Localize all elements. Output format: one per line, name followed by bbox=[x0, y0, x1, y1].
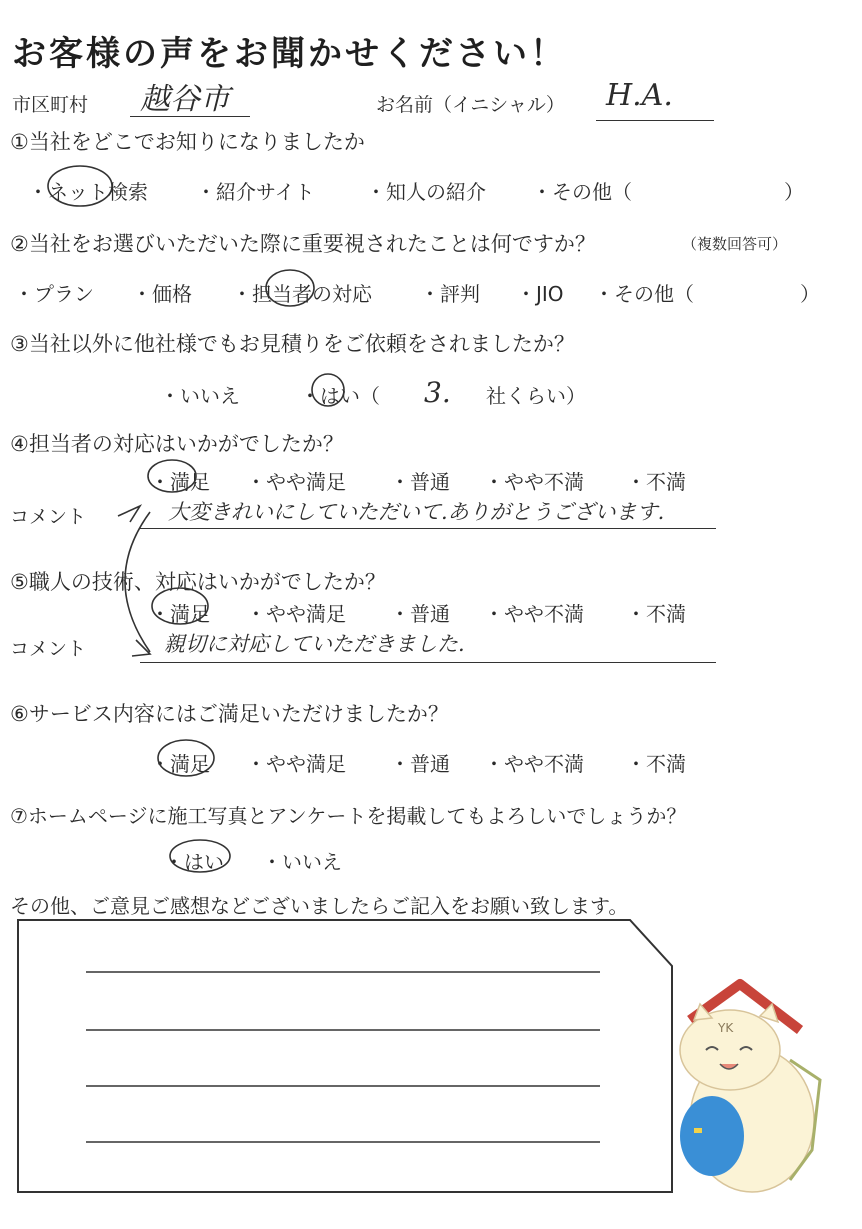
q4-selection-circle bbox=[148, 460, 196, 492]
q2-note: （複数回答可） bbox=[682, 235, 788, 253]
q7-option-yes[interactable]: ・はい bbox=[164, 850, 224, 874]
q6-option-satisfied[interactable]: ・満足 bbox=[150, 752, 210, 776]
q5-option-satisfied[interactable]: ・満足 bbox=[150, 602, 210, 626]
q5-option-somewhat-satisfied[interactable]: ・やや満足 bbox=[246, 602, 346, 626]
q1-option-net-search[interactable]: ・ネット検索 bbox=[28, 180, 148, 204]
q1-question: ①当社をどこでお知りになりましたか bbox=[10, 130, 365, 154]
comment-box[interactable] bbox=[18, 920, 672, 1192]
q2-selection-circle bbox=[266, 270, 314, 306]
q7-selection-circle bbox=[170, 840, 230, 872]
page-title: お客様の声をお聞かせください！ bbox=[12, 34, 567, 74]
q1-other-close: ） bbox=[784, 180, 804, 204]
q5-option-dissatisfied[interactable]: ・不満 bbox=[626, 602, 686, 626]
q5-comment-label: コメント bbox=[10, 638, 87, 660]
q1-option-other[interactable]: ・その他（ bbox=[532, 180, 632, 204]
name-value[interactable]: H.A. bbox=[606, 78, 673, 113]
q2-option-price[interactable]: ・価格 bbox=[132, 282, 192, 306]
q5-option-neutral[interactable]: ・普通 bbox=[390, 602, 450, 626]
q6-selection-circle bbox=[158, 740, 214, 776]
q6-question: ⑥サービス内容にはご満足いただけましたか？ bbox=[10, 702, 449, 726]
comment-arrow bbox=[125, 512, 150, 652]
q2-option-other[interactable]: ・その他（ bbox=[594, 282, 694, 306]
q3-question: ③当社以外に他社様でもお見積りをご依頼をされましたか？ bbox=[10, 332, 575, 356]
q3-selection-circle bbox=[312, 374, 344, 406]
q7-question: ⑦ホームページに施工写真とアンケートを掲載してもよろしいでしょうか？ bbox=[10, 804, 687, 828]
q2-option-staff[interactable]: ・担当者の対応 bbox=[232, 282, 372, 306]
q2-option-jio[interactable]: ・JIO bbox=[516, 282, 564, 306]
mascot-belly bbox=[680, 1096, 744, 1176]
q4-option-somewhat-satisfied[interactable]: ・やや満足 bbox=[246, 470, 346, 494]
q1-option-referral-site[interactable]: ・紹介サイト bbox=[196, 180, 315, 204]
mascot-initials: YK bbox=[718, 1021, 734, 1035]
name-label: お名前（イニシャル） bbox=[376, 94, 565, 116]
q5-comment-value[interactable]: 親切に対応していただきました. bbox=[164, 632, 465, 656]
q2-other-close: ） bbox=[800, 282, 820, 306]
q3-count-value[interactable]: 3. bbox=[424, 376, 451, 409]
comment-arrow-head-top bbox=[118, 506, 140, 522]
q1-option-friend[interactable]: ・知人の紹介 bbox=[366, 180, 486, 204]
other-prompt: その他、ご意見ご感想などございましたらご記入をお願い致します。 bbox=[10, 894, 629, 918]
q1-selection-circle bbox=[48, 166, 112, 206]
q5-option-somewhat-dissatisfied[interactable]: ・やや不満 bbox=[484, 602, 584, 626]
city-label: 市区町村 bbox=[12, 94, 89, 116]
q3-count-suffix: 社くらい） bbox=[486, 384, 586, 408]
q4-comment-value[interactable]: 大変きれいにしていただいて.ありがとうございます. bbox=[168, 500, 665, 524]
q4-option-neutral[interactable]: ・普通 bbox=[390, 470, 450, 494]
q3-option-yes[interactable]: ・はい（ bbox=[300, 384, 380, 408]
q2-question: ②当社をお選びいただいた際に重要視されたことは何ですか？ bbox=[10, 232, 596, 256]
q5-question: ⑤職人の技術、対応はいかがでしたか？ bbox=[10, 570, 386, 594]
city-value[interactable]: 越谷市 bbox=[140, 82, 230, 117]
q3-option-no[interactable]: ・いいえ bbox=[160, 384, 240, 408]
q4-comment-label: コメント bbox=[10, 506, 87, 528]
q6-option-somewhat-dissatisfied[interactable]: ・やや不満 bbox=[484, 752, 584, 776]
q2-option-plan[interactable]: ・プラン bbox=[14, 282, 94, 306]
q6-option-somewhat-satisfied[interactable]: ・やや満足 bbox=[246, 752, 346, 776]
mascot-illustration bbox=[680, 984, 820, 1192]
q4-option-somewhat-dissatisfied[interactable]: ・やや不満 bbox=[484, 470, 584, 494]
q6-option-dissatisfied[interactable]: ・不満 bbox=[626, 752, 686, 776]
q7-option-no[interactable]: ・いいえ bbox=[262, 850, 342, 874]
mascot-belly-mark bbox=[694, 1128, 702, 1133]
q5-selection-circle bbox=[152, 588, 208, 624]
q4-question: ④担当者の対応はいかがでしたか？ bbox=[10, 432, 344, 456]
q2-option-reputation[interactable]: ・評判 bbox=[420, 282, 480, 306]
q4-option-dissatisfied[interactable]: ・不満 bbox=[626, 470, 686, 494]
q6-option-neutral[interactable]: ・普通 bbox=[390, 752, 450, 776]
q4-option-satisfied[interactable]: ・満足 bbox=[150, 470, 210, 494]
